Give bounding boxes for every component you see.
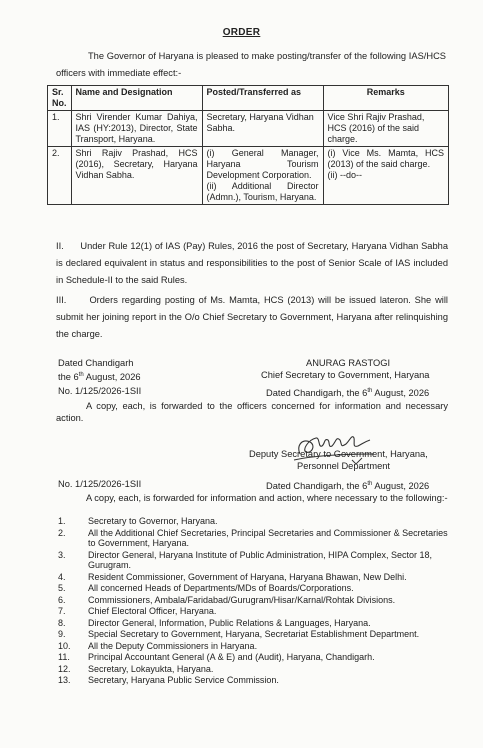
list-item (58, 629, 453, 640)
header-posted: Posted/Transferred as (202, 86, 323, 111)
paragraph-iii: III. Orders regarding posting of Ms. Mamta, HCS (2013) will be issued lateron. She will submit her joining report in the O/o Chief Secretary to Government, Haryana after relinquishing the charge. (56, 295, 451, 339)
list-item-number: 1. (58, 516, 66, 526)
list-item (58, 675, 453, 686)
dated-date: the 6th August, 2026 (58, 372, 141, 383)
list-item-text: Special Secretary to Government, Haryana, Secretariat Establishment Department. (88, 629, 420, 639)
list-item-number: 11. (58, 652, 70, 662)
signatory-name: ANURAG RASTOGI (306, 358, 391, 368)
order-number: No. 1/125/2026-1SII (58, 386, 142, 396)
list-item-text: All concerned Heads of Departments/MDs of Boards/Corporations. (88, 583, 354, 593)
list-item-text: Director General, Information, Public Relations & Languages, Haryana. (88, 617, 371, 628)
postings-table (47, 85, 449, 205)
list-item (58, 641, 453, 652)
list-item-number: 12. (58, 663, 71, 674)
list-item-number: 9. (58, 629, 66, 639)
order-title: ORDER (222, 27, 261, 38)
header-remarks: Remarks (323, 86, 449, 111)
list-item-text: Secretary, Lokayukta, Haryana. (88, 663, 214, 674)
row-remarks (323, 147, 449, 205)
list-item-number: 4. (58, 571, 66, 582)
posted-item-2: (ii) Additional Director (Admn.), Tourism, Haryana. (206, 181, 319, 202)
list-item-number: 8. (58, 617, 66, 628)
table-row (48, 147, 449, 205)
row-sr: 1. (48, 111, 72, 147)
order-number: No. 1/125/2026-1SII (58, 479, 142, 489)
dated-line: Dated Chandigarh, the 6th August, 2026 (266, 388, 430, 399)
row-sr: 2. (48, 147, 72, 205)
list-item-number: 10. (58, 640, 71, 651)
list-item-text: All the Deputy Commissioners in Haryana. (88, 640, 258, 651)
list-item-text: Principal Accountant General (A & E) and (Audit), Haryana, Chandigarh. (88, 652, 375, 662)
list-item-number: 6. (58, 594, 66, 605)
list-item-text: Commissioners, Ambala/Faridabad/Gurugram/Hisar/Karnal/Rohtak Divisions. (88, 594, 396, 605)
list-item-text: Secretary, Haryana Public Service Commission. (88, 675, 279, 685)
header-name: Name and Designation (71, 86, 202, 111)
list-item (58, 550, 453, 571)
list-item (58, 606, 453, 617)
list-item (58, 583, 453, 594)
personnel-department: Personnel Department (297, 461, 391, 471)
list-item (58, 595, 453, 606)
list-item-text: Resident Commissioner, Government of Haryana, Haryana Bhawan, New Delhi. (88, 571, 407, 582)
dated-place: Dated Chandigarh (58, 358, 134, 368)
deputy-secretary-title: Deputy Secretary to Government, Haryana, (249, 449, 428, 459)
copy-forward-paragraph: A copy, each, is forwarded to the officers concerned for information and necessary action. (56, 401, 448, 423)
posted-item-1: (i) General Manager, Haryana Tourism Development Corporation. (206, 148, 319, 180)
dated-line: Dated Chandigarh, the 6th August, 2026 (266, 481, 430, 492)
list-item-text: All the Additional Chief Secretaries, Principal Secretaries and Commissioner & Secretaries to Government, Haryana. (88, 527, 448, 548)
list-item (58, 664, 453, 675)
list-item-text: Chief Electoral Officer, Haryana. (88, 606, 217, 616)
row-posted: Secretary, Haryana Vidhan Sabha. (202, 111, 323, 147)
list-item-number: 2. (58, 527, 66, 538)
list-item (58, 618, 453, 629)
intro-paragraph: The Governor of Haryana is pleased to make posting/transfer of the following IAS/HCS officers with immediate effect:- (56, 51, 446, 78)
table-row (48, 111, 449, 147)
row-name: Shri Rajiv Prashad, HCS (2016), Secretary, Haryana Vidhan Sabha. (71, 147, 202, 205)
list-item (58, 652, 453, 663)
list-item-number: 3. (58, 549, 66, 560)
list-item-number: 7. (58, 606, 66, 616)
list-item-number: 5. (58, 583, 66, 593)
row-posted (202, 147, 323, 205)
remarks-item-1: (i) Vice Ms. Mamta, HCS (2013) of the said charge. (327, 148, 444, 169)
header-sr-no: Sr. No. (48, 86, 72, 111)
remarks-item-2: (ii) --do-- (327, 170, 362, 180)
paragraph-ii: II. Under Rule 12(1) of IAS (Pay) Rules, 2016 the post of Secretary, Haryana Vidhan Sabha is declared equivalent in status and responsibilities to the post of Senior Scale of IAS included in Schedule-II to the said Rules. (56, 241, 451, 285)
copy-forward-paragraph: A copy, each, is forwarded for information and action, where necessary to the following:- (86, 493, 448, 503)
list-item (58, 528, 453, 549)
row-remarks: Vice Shri Rajiv Prashad, HCS (2016) of the said charge. (323, 111, 449, 147)
row-name: Shri Virender Kumar Dahiya, IAS (HY:2013), Director, State Transport, Haryana. (71, 111, 202, 147)
table-header-row (48, 86, 449, 111)
signatory-title: Chief Secretary to Government, Haryana (261, 370, 430, 380)
list-item-number: 13. (58, 675, 71, 685)
list-item-text: Secretary to Governor, Haryana. (88, 516, 218, 526)
list-item (58, 516, 453, 527)
list-item (58, 572, 453, 583)
distribution-list (58, 516, 453, 687)
list-item-text: Director General, Haryana Institute of Public Administration, HIPA Complex, Sector 18, Gurugram. (88, 549, 432, 570)
